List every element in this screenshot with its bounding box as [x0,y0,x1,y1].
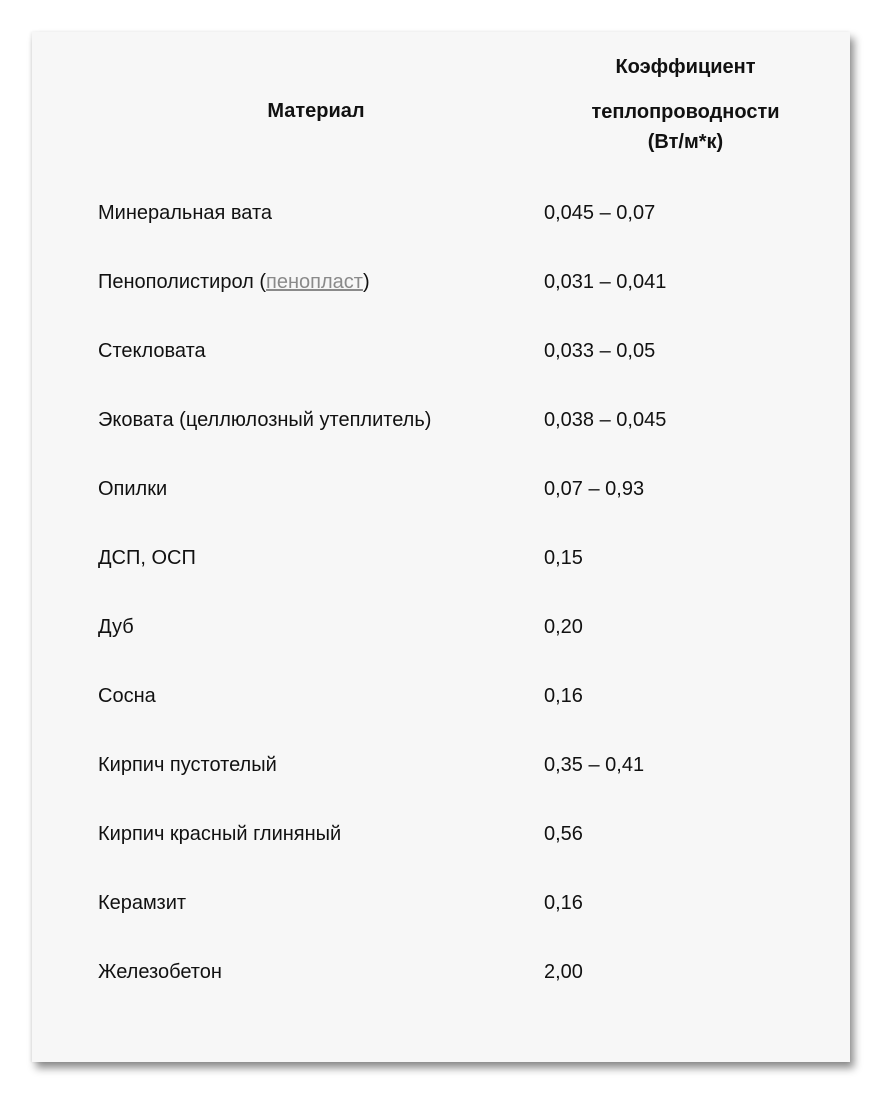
coefficient-cell: 0,16 [544,892,583,914]
table-row [32,730,850,799]
coefficient-cell: 0,20 [544,616,583,638]
coefficient-cell: 0,07 – 0,93 [544,478,645,500]
table-row [32,799,850,868]
material-cell: ДСП, ОСП [98,547,196,569]
header-coefficient-line2: теплопроводности [591,101,780,123]
table-row [32,937,850,1006]
coefficient-cell: 0,15 [544,547,583,569]
header-coefficient-unit: (Вт/м*к) [647,131,724,153]
table-row [32,247,850,316]
coefficient-cell: 0,031 – 0,041 [544,271,667,293]
coefficient-cell: 0,16 [544,685,583,707]
table-header [32,32,850,192]
thermal-conductivity-table [32,32,850,1062]
table-row [32,523,850,592]
table-row [32,454,850,523]
material-prefix: Пенополистирол ( [98,271,267,293]
table-row [32,178,850,247]
material-cell: Минеральная вата [98,202,273,224]
coefficient-cell: 0,038 – 0,045 [544,409,667,431]
coefficient-cell: 0,033 – 0,05 [544,340,656,362]
header-material: Материал [267,100,365,122]
coefficient-cell: 0,35 – 0,41 [544,754,645,776]
table-row [32,385,850,454]
material-suffix: ) [362,271,370,293]
coefficient-cell: 0,56 [544,823,583,845]
penoplast-link[interactable]: пенопласт [266,271,363,293]
material-cell: Керамзит [98,892,187,914]
coefficient-cell: 0,045 – 0,07 [544,202,656,224]
material-cell: Дуб [98,616,134,638]
material-cell: Кирпич пустотелый [98,754,277,776]
material-cell: Железобетон [98,961,222,983]
table-row [32,661,850,730]
table-row [32,592,850,661]
material-cell [98,270,370,294]
material-cell: Опилки [98,478,168,500]
table-body [32,178,850,1006]
table-row [32,868,850,937]
table-row [32,316,850,385]
coefficient-cell: 2,00 [544,961,583,983]
material-cell: Стекловата [98,340,206,362]
material-cell: Кирпич красный глиняный [98,823,342,845]
material-cell: Эковата (целлюлозный утеплитель) [98,409,432,431]
header-coefficient-line1: Коэффициент [615,56,756,78]
material-cell: Сосна [98,685,156,707]
